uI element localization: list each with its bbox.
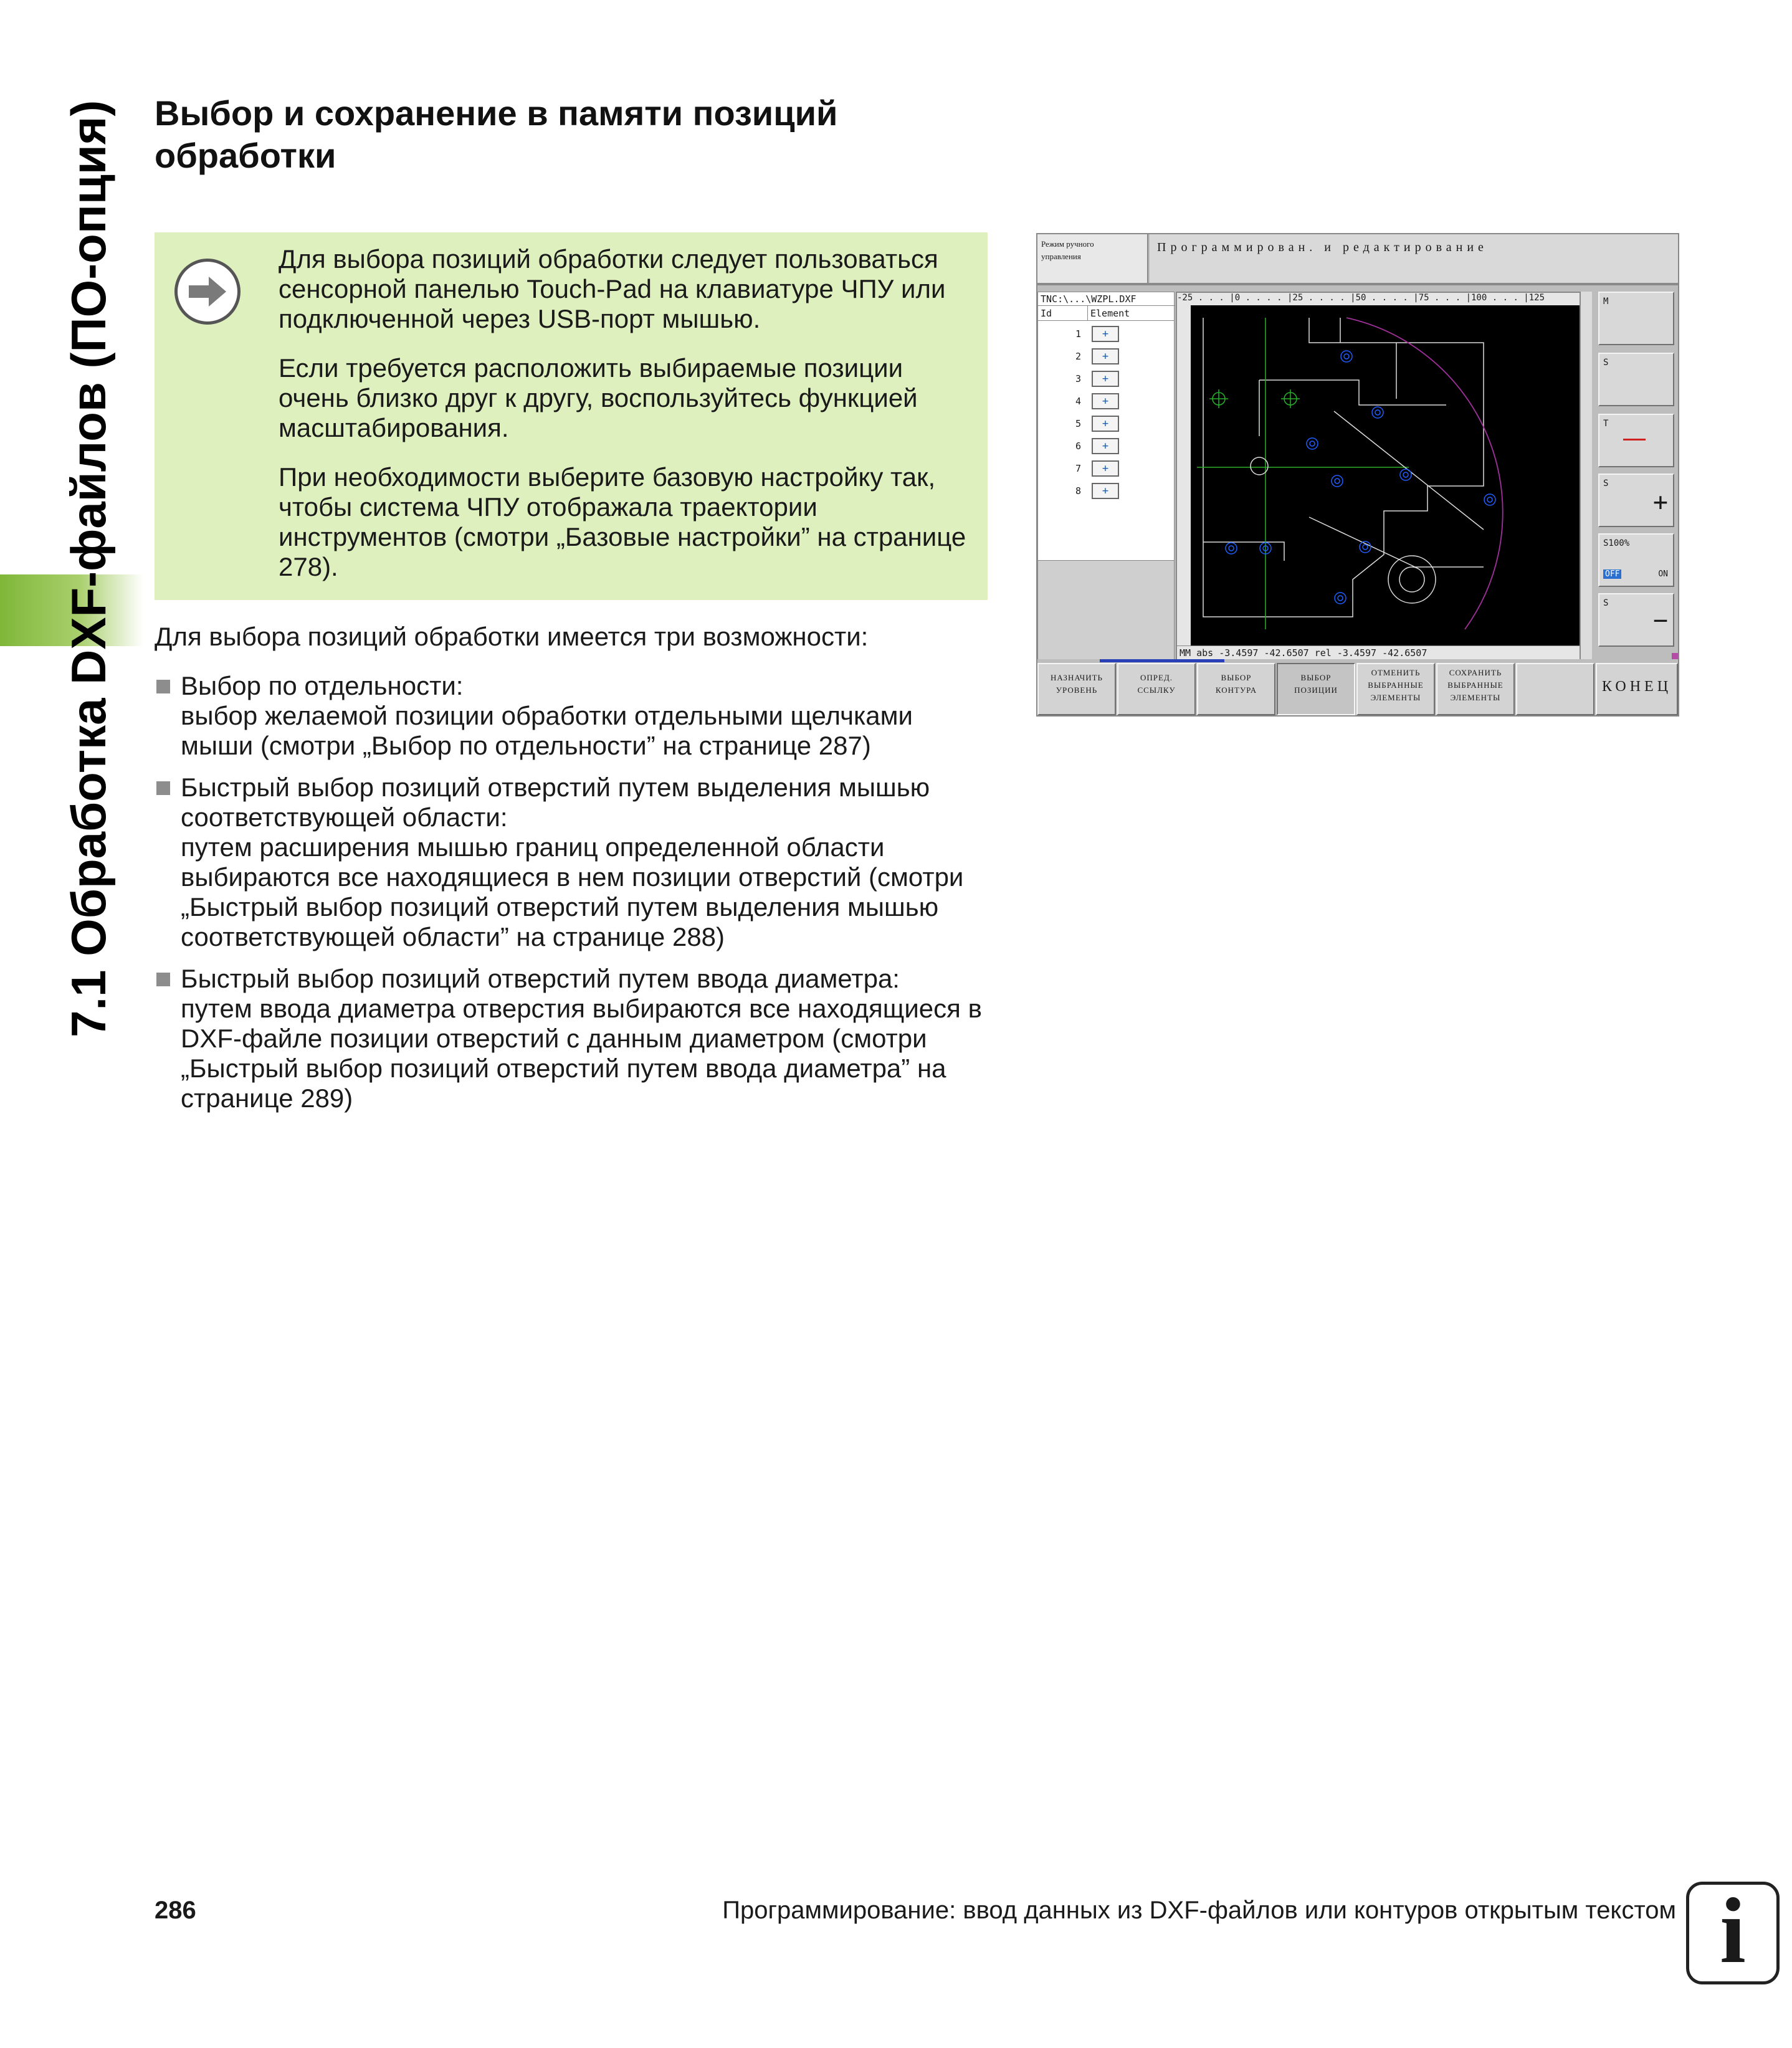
vertical-scrollbar[interactable]	[1581, 292, 1592, 659]
tree-empty-area	[1038, 560, 1174, 659]
dxf-drawing-canvas[interactable]	[1191, 305, 1578, 645]
m-function-button[interactable]	[1598, 292, 1674, 345]
scroll-marker	[1672, 653, 1678, 659]
softkey-level-indicator	[1100, 659, 1224, 662]
element-id: 7	[1075, 463, 1082, 474]
softkey-select-position[interactable]: ВЫБОР ПОЗИЦИИ	[1277, 663, 1355, 715]
minus-icon: −	[1652, 606, 1668, 635]
element-row[interactable]	[1038, 480, 1174, 503]
element-checkbox[interactable]: +	[1092, 416, 1119, 432]
element-row[interactable]	[1038, 436, 1174, 458]
element-list-panel	[1037, 292, 1175, 659]
softkey-define-reference[interactable]: ОПРЕД. ССЫЛКУ	[1117, 663, 1196, 715]
element-checkbox[interactable]: +	[1092, 371, 1119, 387]
element-id: 4	[1075, 396, 1082, 407]
list-item-text: Быстрый выбор позиций отверстий путем ввода диаметра: путем ввода диаметра отверстия выбираются все находящиеся в DXF-файле позиции отверстий с данным диаметром (смотри „Быстрый выбор позиций отверстий путем ввода диаметра” на странице 289)	[181, 964, 982, 1113]
info-icon	[1686, 1879, 1780, 1984]
spindle-override-label: S100%	[1603, 538, 1630, 548]
dxf-drawing-view[interactable]	[1176, 292, 1581, 659]
element-id: 6	[1075, 441, 1082, 452]
side-key-label: S	[1603, 598, 1609, 608]
side-key-label: T	[1603, 419, 1609, 429]
note-text	[279, 244, 976, 601]
column-header-id: Id	[1038, 306, 1088, 321]
ruler-left	[1177, 305, 1191, 647]
chapter-title: 7.1 Обработка DXF-файлов (ПО-опция)	[61, 100, 116, 1037]
spindle-override-button[interactable]	[1598, 533, 1674, 587]
element-checkbox[interactable]: +	[1092, 483, 1119, 499]
element-id: 3	[1075, 373, 1082, 384]
spindle-minus-button[interactable]	[1598, 593, 1674, 647]
softkey-select-contour[interactable]: ВЫБОР КОНТУРА	[1197, 663, 1275, 715]
note-paragraph: Если требуется расположить выбираемые позиции очень близко друг к другу, воспользуйтесь функцией масштабирования.	[279, 353, 918, 442]
machine-mode-panel	[1037, 234, 1148, 283]
element-row[interactable]	[1038, 458, 1174, 480]
section-heading: Выбор и сохранение в памяти позиций обработки	[155, 93, 838, 175]
note-paragraph: При необходимости выберите базовую настройку так, чтобы система ЧПУ отображала траектории инструментов (смотри „Базовые настройки” на странице 278).	[279, 462, 966, 581]
element-id: 5	[1075, 418, 1082, 429]
softkey-row	[1037, 663, 1678, 715]
softkey-end[interactable]: КОНЕЦ	[1596, 663, 1678, 715]
element-row[interactable]	[1038, 346, 1174, 368]
file-path: TNC:\...\WZPL.DXF	[1038, 292, 1175, 306]
side-key-label: M	[1603, 297, 1609, 307]
softkey-save-elements[interactable]: СОХРАНИТЬ ВЫБРАННЫЕ ЭЛЕМЕНТЫ	[1436, 663, 1515, 715]
softkey-set-layer[interactable]: НАЗНАЧИТЬ УРОВЕНЬ	[1037, 663, 1116, 715]
note-paragraph: Для выбора позиций обработки следует пользоваться сенсорной панелью Touch-Pad на клавиатуре ЧПУ или подключенной через USB-порт мышью.	[279, 244, 946, 333]
header-divider	[1037, 283, 1678, 285]
column-header-element: Element	[1088, 306, 1174, 321]
arrow-right-icon	[174, 259, 241, 325]
element-checkbox[interactable]: +	[1092, 348, 1119, 364]
bullet-square-icon	[156, 781, 170, 795]
machine-mode-label: управления	[1041, 252, 1081, 261]
ruler-top: -25 . . . |0 . . . . |25 . . . . |50 . . . . |75 . . . |100 . . . |125	[1177, 293, 1580, 305]
softkey-deselect-elements[interactable]: ОТМЕНИТЬ ВЫБРАННЫЕ ЭЛЕМЕНТЫ	[1356, 663, 1435, 715]
element-checkbox[interactable]: +	[1092, 393, 1119, 409]
side-key-label: S	[1603, 479, 1609, 488]
element-checkbox[interactable]: +	[1092, 326, 1119, 342]
element-checkbox[interactable]: +	[1092, 460, 1119, 477]
element-id: 1	[1075, 328, 1082, 340]
info-glyph: i	[1720, 1879, 1746, 1983]
element-id: 8	[1075, 485, 1082, 497]
machine-mode-label: Режим ручного	[1041, 239, 1094, 249]
tool-change-arrow-icon	[1623, 439, 1646, 441]
list-item-text: Выбор по отдельности: выбор желаемой позиции обработки отдельными щелчками мыши (смотри „Выбор по отдельности” на странице 287)	[181, 671, 913, 760]
program-mode-title: Программирован. и редактирование	[1150, 234, 1678, 283]
list-item-text: Быстрый выбор позиций отверстий путем выделения мышью соответствующей области: путем расширения мышью границ определенной области выбираются все находящиеся в нем позиции отверстий (смотри „Быстрый выбор позиций отверстий путем выделения мышью соответствующей области” на странице 288)	[181, 773, 964, 951]
softkey-empty[interactable]	[1516, 663, 1594, 715]
cnc-screenshot	[1036, 233, 1679, 717]
footer-title: Программирование: ввод данных из DXF-файлов или контуров открытым текстом	[722, 1897, 1676, 1924]
bullet-square-icon	[156, 973, 170, 986]
page-number: 286	[155, 1897, 196, 1924]
bullet-square-icon	[156, 680, 170, 693]
element-checkbox[interactable]: +	[1092, 438, 1119, 454]
element-row[interactable]	[1038, 323, 1174, 346]
element-row[interactable]	[1038, 413, 1174, 436]
side-key-label: S	[1603, 358, 1609, 368]
tool-button[interactable]	[1598, 414, 1674, 467]
cursor-coordinates: MM abs -3.4597 -42.6507 rel -3.4597 -42.6507	[1177, 645, 1580, 659]
plus-icon: +	[1652, 488, 1668, 517]
element-row[interactable]	[1038, 368, 1174, 391]
element-row[interactable]	[1038, 391, 1174, 413]
spindle-plus-button[interactable]	[1598, 474, 1674, 527]
off-label: OFF	[1603, 569, 1621, 579]
intro-text: Для выбора позиций обработки имеется три возможности:	[155, 622, 869, 651]
element-id: 2	[1075, 351, 1082, 362]
on-label: ON	[1658, 569, 1668, 579]
side-softkey-bar	[1596, 292, 1677, 659]
spindle-button[interactable]	[1598, 353, 1674, 406]
